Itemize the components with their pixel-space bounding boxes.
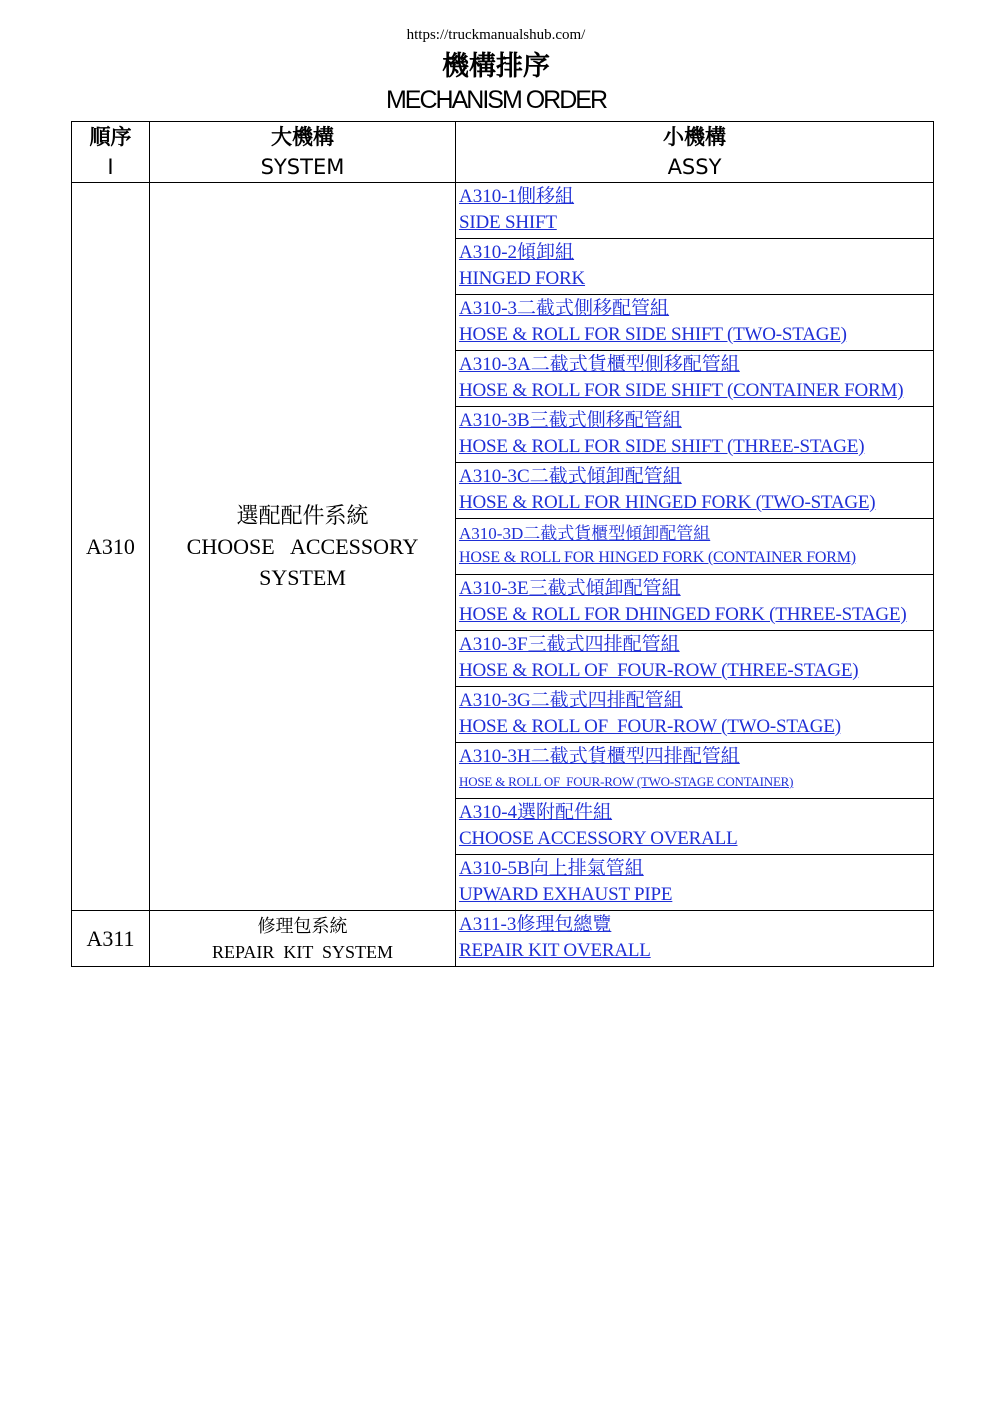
system-name-en: CHOOSE ACCESSORY: [186, 534, 419, 559]
assy-link-cn[interactable]: A310-4選附配件組: [459, 802, 613, 823]
assy-link-en[interactable]: HINGED FORK: [459, 268, 586, 289]
system-name-en-line2: SYSTEM: [259, 565, 346, 590]
system-name-cn: 修理包系統: [257, 915, 348, 936]
source-url: https://truckmanualshub.com/: [406, 27, 586, 43]
assy-link-en[interactable]: HOSE & ROLL FOR SIDE SHIFT (THREE-STAGE): [459, 436, 865, 457]
assy-cell[interactable]: [456, 519, 934, 575]
assy-cell[interactable]: [456, 631, 934, 687]
column-header-cn: 小機構: [663, 125, 726, 149]
page-title-cn: 機構排序: [442, 51, 550, 82]
order-code: A311: [72, 911, 150, 967]
assy-link-cn[interactable]: A310-3B三截式側移配管組: [459, 410, 682, 431]
table-header-row: [72, 122, 934, 183]
system-cell: [150, 183, 456, 911]
column-header-en: SYSTEM: [260, 155, 345, 179]
assy-link-cn[interactable]: A310-3D二截式貨櫃型傾卸配管組: [459, 524, 711, 543]
assy-link-cn[interactable]: A310-2傾卸組: [459, 242, 575, 263]
table-row: [72, 911, 934, 967]
mechanism-table: [71, 121, 934, 967]
assy-link-en[interactable]: HOSE & ROLL FOR DHINGED FORK (THREE-STAGE): [459, 604, 907, 625]
column-header-en: ASSY: [667, 155, 722, 179]
assy-link-cn[interactable]: A310-3F三截式四排配管組: [459, 634, 680, 655]
assy-link-cn[interactable]: A311-3修理包總覽: [459, 914, 612, 935]
assy-link-en[interactable]: HOSE & ROLL FOR SIDE SHIFT (TWO-STAGE): [459, 324, 847, 345]
assy-link-cn[interactable]: A310-3G二截式四排配管組: [459, 690, 683, 711]
assy-link-en[interactable]: CHOOSE ACCESSORY OVERALL: [459, 828, 738, 849]
assy-link-cn[interactable]: A310-3E三截式傾卸配管組: [459, 578, 681, 599]
assy-cell[interactable]: [456, 911, 934, 967]
assy-cell[interactable]: [456, 743, 934, 799]
assy-cell[interactable]: [456, 799, 934, 855]
assy-cell[interactable]: [456, 239, 934, 295]
system-name-cn: 選配配件系統: [236, 503, 369, 528]
assy-cell[interactable]: [456, 351, 934, 407]
assy-link-cn[interactable]: A310-3C二截式傾卸配管組: [459, 466, 682, 487]
assy-link-en[interactable]: HOSE & ROLL OF FOUR-ROW (TWO-STAGE CONTAINER): [459, 774, 794, 789]
assy-link-en[interactable]: SIDE SHIFT: [459, 212, 557, 233]
assy-link-cn[interactable]: A310-5B向上排氣管組: [459, 858, 644, 879]
assy-link-en[interactable]: UPWARD EXHAUST PIPE: [459, 884, 673, 905]
column-header-cn: 大機構: [271, 125, 334, 149]
assy-link-en[interactable]: HOSE & ROLL OF FOUR-ROW (TWO-STAGE): [459, 716, 841, 737]
assy-link-cn[interactable]: A310-1側移組: [459, 186, 575, 207]
assy-cell[interactable]: [456, 183, 934, 239]
page-title-en: MECHANISM ORDER: [385, 86, 606, 114]
order-code: A310: [72, 183, 150, 911]
column-header-assy: [456, 122, 934, 183]
table-row: [72, 183, 934, 239]
assy-link-en[interactable]: HOSE & ROLL FOR HINGED FORK (CONTAINER FORM): [459, 549, 856, 566]
assy-cell[interactable]: [456, 575, 934, 631]
assy-cell[interactable]: [456, 463, 934, 519]
assy-link-cn[interactable]: A310-3H二截式貨櫃型四排配管組: [459, 746, 740, 767]
column-header-en: I: [107, 155, 114, 179]
assy-link-en[interactable]: HOSE & ROLL OF FOUR-ROW (THREE-STAGE): [459, 660, 859, 681]
assy-link-en[interactable]: REPAIR KIT OVERALL: [459, 940, 651, 961]
assy-link-en[interactable]: HOSE & ROLL FOR SIDE SHIFT (CONTAINER FORM): [459, 380, 904, 401]
assy-cell[interactable]: [456, 687, 934, 743]
column-header-order: [72, 122, 150, 183]
assy-link-cn[interactable]: A310-3A二截式貨櫃型側移配管組: [459, 354, 740, 375]
system-cell: [150, 911, 456, 967]
assy-cell[interactable]: [456, 407, 934, 463]
assy-link-en[interactable]: HOSE & ROLL FOR HINGED FORK (TWO-STAGE): [459, 492, 876, 513]
column-header-cn: 順序: [89, 125, 132, 149]
system-name-en: REPAIR KIT SYSTEM: [211, 941, 394, 962]
assy-link-cn[interactable]: A310-3二截式側移配管組: [459, 298, 670, 319]
assy-cell[interactable]: [456, 855, 934, 911]
column-header-system: [150, 122, 456, 183]
assy-cell[interactable]: [456, 295, 934, 351]
